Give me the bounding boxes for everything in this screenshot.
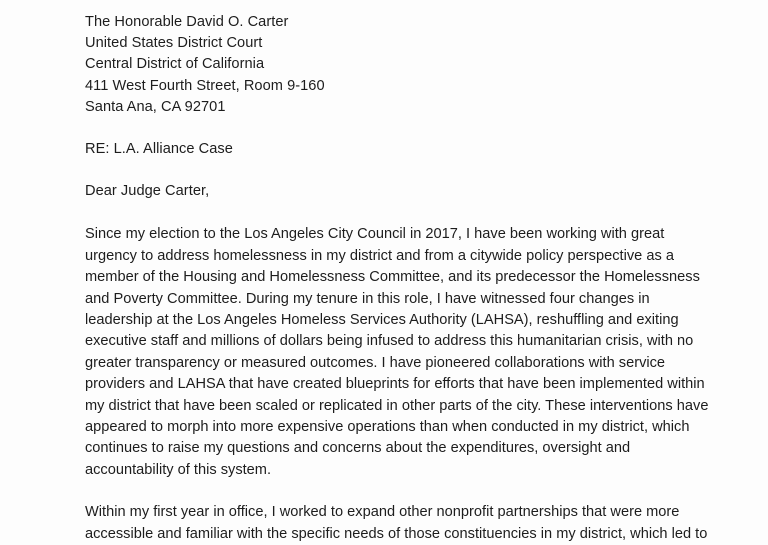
address-line-district: Central District of California (85, 56, 265, 73)
body-paragraph-2: Within my first year in office, I worked to expand other nonprofit partnerships that were more accessible and familiar with the specific needs of those constituencies in my district, which led to (85, 504, 708, 542)
address-line-city-state-zip: Santa Ana, CA 92701 (85, 98, 226, 115)
subject-line: RE: L.A. Alliance Case (85, 141, 233, 158)
address-line-recipient-name: The Honorable David O. Carter (85, 14, 289, 30)
address-line-street: 411 West Fourth Street, Room 9-160 (85, 77, 325, 94)
body-paragraph-1: Since my election to the Los Angeles City Council in 2017, I have been working with great urgency to address homelessness in my district and from a citywide policy perspective as a member of the Housing and Homelessness Committee, and its predecessor the Homelessness and Poverty Committee. During my tenure in this role, I have witnessed four changes in leadership at the Los Angeles Homeless Services Authority (LAHSA), reshuffling and exiting executive staff and millions of dollars being infused to address this humanitarian crisis, with no greater transparency or measured outcomes. I have pioneered collaborations with service providers and LAHSA that have created blueprints for efforts that have been implemented within my district that have been scaled or replicated in other parts of the city. These interventions have appeared to morph into more expensive operations than when conducted in my district, which continues to raise my questions and concerns about the expenditures, oversight and accountability of this system. (85, 226, 709, 478)
recipient-address-block (85, 12, 720, 118)
address-line-court: United States District Court (85, 35, 263, 52)
salutation: Dear Judge Carter, (85, 183, 210, 200)
